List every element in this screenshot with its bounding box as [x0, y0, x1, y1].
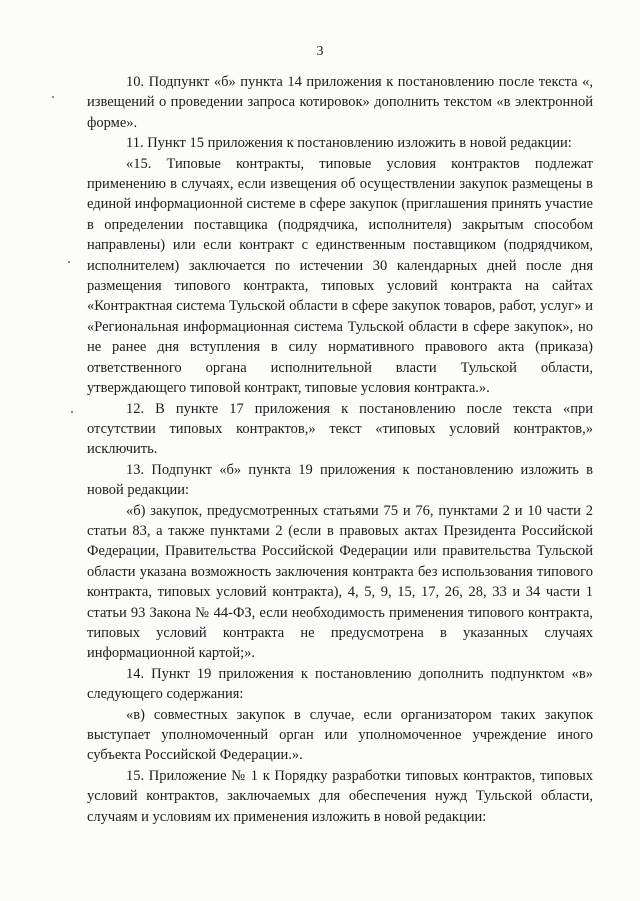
page-number: 3: [316, 44, 324, 59]
paragraph-subitem-b: «б) закупок, предусмотренных статьями 75 и 76, пунктами 2 и 10 части 2 статьи 83, а также пунктами 2 (если в правовых актах Президента Российской Федерации, Правительства Российской Федерации или правительства Тульской области указана возможность заключения контракта без использования типового контракта, типовых условий контракта), 4, 5, 9, 15, 17, 26, 28, 33 и 34 части 1 статьи 93 Закона № 44-ФЗ, если необходимость применения типового контракта, типовых условий контракта не предусмотрена в указанных случаях информационной картой;».: [87, 502, 593, 662]
document-body: [87, 72, 593, 827]
paragraph-item-14: 14. Пункт 19 приложения к постановлению дополнить подпунктом «в» следующего содержания:: [87, 665, 593, 703]
paragraph-item-13: 13. Подпункт «б» пункта 19 приложения к постановлению изложить в новой редакции:: [87, 461, 593, 499]
paragraph-item-15: 15. Приложение № 1 к Порядку разработки типовых контрактов, типовых условий контрактов, заключаемых для обеспечения нужд Тульской области, случаям и условиям их применения изложить в новой редакции:: [87, 767, 593, 825]
paragraph-item-12: 12. В пункте 17 приложения к постановлению после текста «при отсутствии типовых контрактов,» текст «типовых условий контрактов,» исключить.: [87, 400, 593, 458]
paragraph-quote-15: «15. Типовые контракты, типовые условия контрактов подлежат применению в случаях, если извещения об осуществлении закупок размещены в единой информационной системе в сфере закупок (приглашения принять участие в определении поставщика (подрядчика, исполнителя) закрытым способом направлены) или если контракт с единственным поставщиком (подрядчиком, исполнителем) заключается по истечении 30 календарных дней после дня размещения типового контракта, типовых условий контракта на сайтах «Контрактная система Тульской области в сфере закупок товаров, работ, услуг» и «Региональная информационная система Тульской области в сфере закупок», но не ранее дня вступления в силу нормативного правового акта (приказа) ответственного органа исполнительной власти Тульской области, утверждающего типовой контракт, типовые условия контракта.».: [87, 155, 593, 397]
scan-speck: [71, 411, 73, 413]
paragraph-item-10: 10. Подпункт «б» пункта 14 приложения к постановлению после текста «, извещений о проведении запроса котировок» дополнить текстом «в электронной форме».: [87, 74, 593, 131]
scan-speck: [68, 261, 70, 263]
paragraph-item-11: 11. Пункт 15 приложения к постановлению изложить в новой редакции:: [126, 135, 572, 152]
paragraph-subitem-v: «в) совместных закупок в случае, если организатором таких закупок выступает уполномоченный орган или уполномоченное учреждение иного субъекта Российской Федерации.».: [87, 706, 593, 764]
scan-speck: [52, 96, 54, 98]
